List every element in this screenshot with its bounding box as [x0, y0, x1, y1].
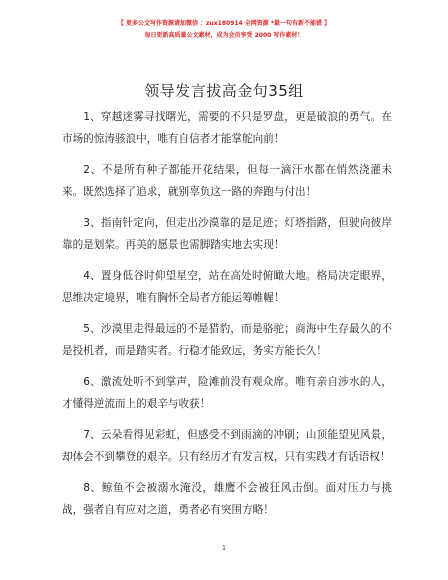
- page-number: 1: [221, 544, 227, 552]
- paragraph-1: 1、穿越迷雾寻找曙光，需要的不只是罗盘，更是破浪的勇气。在市场的惊涛骇浪中，唯有自信者才能掌舵向前！: [62, 111, 392, 145]
- paragraph-5: 5、沙漠里走得最远的不是猎豹，而是骆驼；商海中生存最久的不是投机者，而是踏实者。行稳才能致远，务实方能长久！: [62, 323, 392, 357]
- promo-banner-line-2: 每日更新高质量公文素材，成为会员享受 2000 写作素材！: [144, 32, 304, 39]
- paragraph-6: 6、激流处听不到掌声，险滩前没有观众席。唯有亲自涉水的人，才懂得逆流而上的艰辛与收获！: [62, 376, 392, 410]
- paragraph-2: 2、不是所有种子都能开花结果，但每一滴汗水都在悄然浇灌未来。既然选择了追求，就别辜负这一路的奔跑与付出！: [62, 164, 392, 198]
- paragraph-4: 4、置身低谷时仰望星空，站在高处时俯瞰大地。格局决定眼界，思维决定境界，唯有胸怀全局者方能运筹帷幄！: [62, 270, 392, 304]
- document-body: [62, 106, 392, 530]
- promo-banner-line-1: 【 更多公文写作资源请加微信 ：zux180914 全网资源 *最一句有新不能错 】: [117, 20, 331, 27]
- document-title: 领导发言拔高金句35组: [144, 82, 304, 100]
- paragraph-7: 7、云朵看得见彩虹，但感受不到雨滴的冲刷；山顶能望见风景，却体会不到攀登的艰辛。只有经历才有发言权，只有实践才有话语权！: [62, 429, 392, 463]
- paragraph-8: 8、鲸鱼不会被溺水淹没，雄鹰不会被狂风击倒。面对压力与挑战，强者自有应对之道，勇者必有突围方略！: [62, 482, 392, 516]
- paragraph-3: 3、指南针定向，但走出沙漠靠的是足迹；灯塔指路，但驶向彼岸靠的是划桨。再美的愿景也需脚踏实地去实现！: [62, 217, 392, 251]
